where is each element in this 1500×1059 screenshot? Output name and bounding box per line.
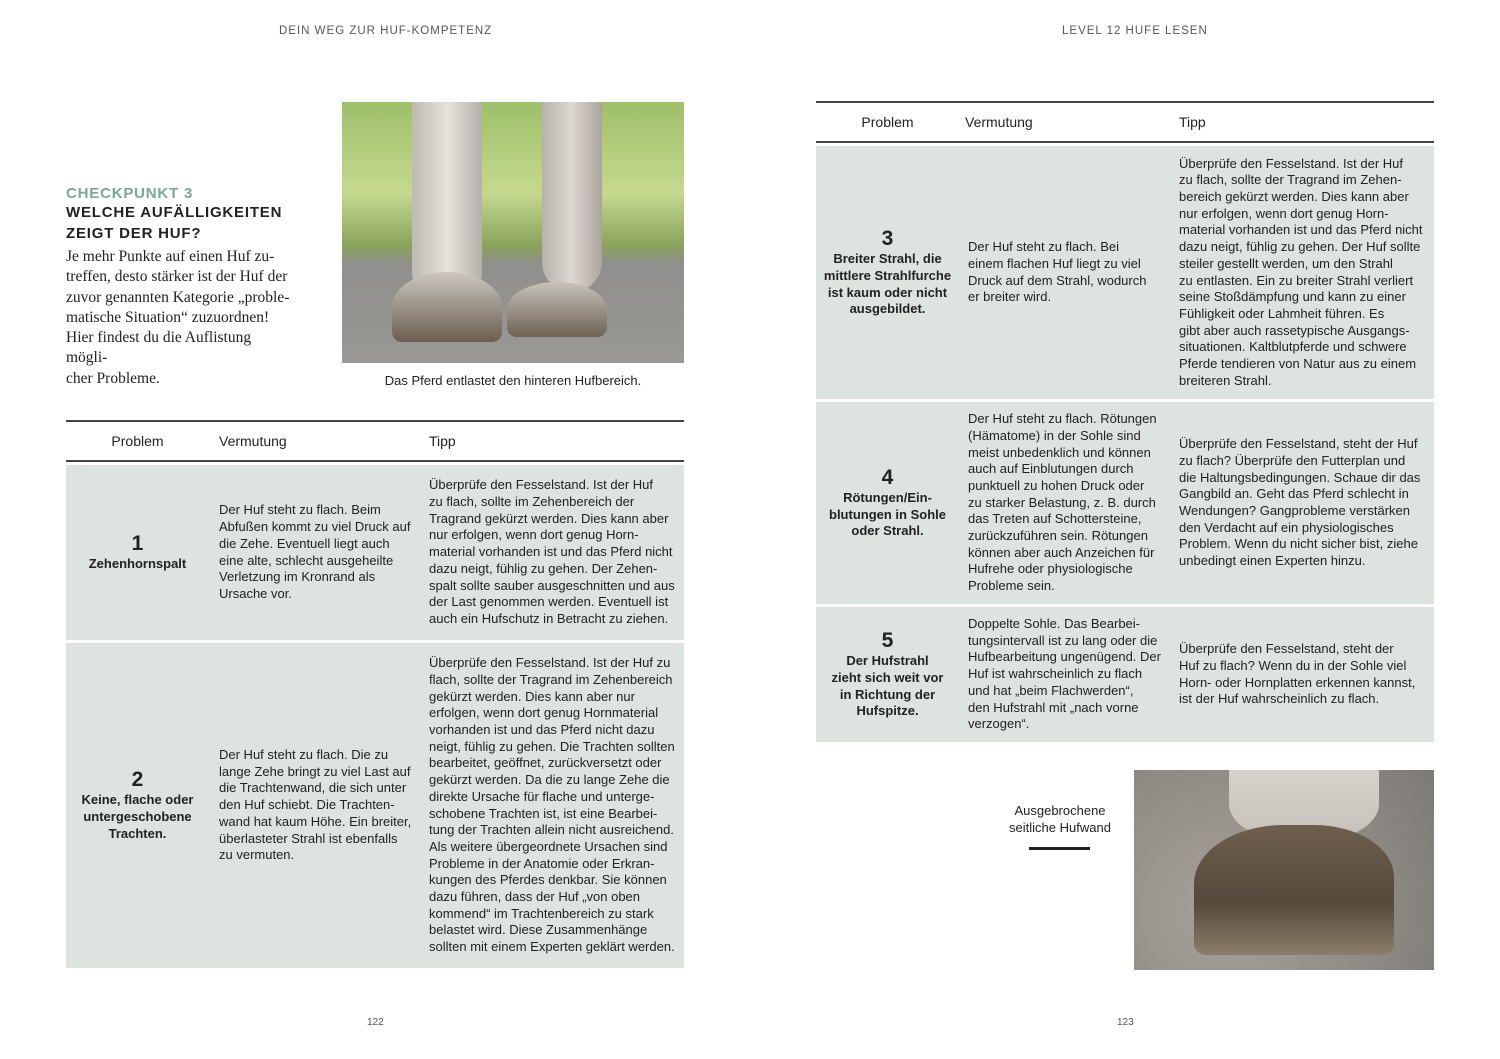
header-problem: Problem (111, 433, 164, 449)
intro-text: Je mehr Punkte auf einen Huf zu- treffen, desto stärker ist der Huf der zuvor genannten Kategorie „proble- matische Situation“ zuzuordnen! Hier findest du die Auflistung mögli- cher Probleme. (66, 248, 290, 387)
row-problem: Der Hufstrahl zieht sich weit vor in Richtung der Hufspitze. (831, 653, 944, 719)
page-number-left: 122 (367, 1017, 384, 1028)
horse-legs-photo (342, 102, 684, 363)
row-vermutung: Der Huf steht zu flach. Bei einem flachen Huf liegt zu viel Druck auf dem Strahl, wodurch er breiter wird. (968, 239, 1147, 305)
running-head-left: DEIN WEG ZUR HUF-KOMPETENZ (279, 25, 493, 37)
row-vermutung: Der Huf steht zu flach. Beim Abfußen kommt zu viel Druck auf die Zehe. Eventuell liegt auch eine alte, schlecht ausgeheilte Verletzung im Kronrand als Ursache vor. (219, 502, 411, 601)
photo-caption-left: Das Pferd entlastet den hinteren Hufbereich. (384, 373, 642, 388)
table-row (816, 146, 1434, 399)
broken-hoof-wall-photo (1134, 770, 1434, 970)
row-problem: Zehenhornspalt (88, 556, 187, 572)
table-row (816, 402, 1434, 604)
table-header (816, 101, 1434, 143)
running-head-right: LEVEL 12 HUFE LESEN (1062, 25, 1208, 37)
problem-table-left (66, 420, 684, 968)
row-vermutung: Der Huf steht zu flach. Die zu lange Zehe bringt zu viel Last auf die Trachtenwand, die sich unter den Huf schiebt. Die Trachten- wand hat kaum Höhe. Ein breiter, überlasteter Strahl ist ebenfalls zu vermuten. (219, 747, 412, 863)
table-row (66, 465, 684, 640)
checkpoint-intro (66, 185, 296, 389)
row-vermutung: Der Huf steht zu flach. Rötungen (Hämatome) in der Sohle sind meist unbedenklich und können auch auf Einblutungen durch punktuell zu hohen Druck oder zu starker Belastung, z. B. durch das Treten auf Schottersteine, zurückzuführen sein. Rötungen können aber auch Anzeichen für Hufrehe oder physiologische Probleme sein. (968, 411, 1157, 594)
page-number-right: 123 (1117, 1017, 1134, 1028)
header-tipp: Tipp (1179, 114, 1206, 130)
row-problem: Keine, flache oder untergeschobene Trachten. (81, 792, 194, 841)
row-number: 1 (131, 532, 144, 556)
table-row (66, 643, 684, 968)
header-vermutung: Vermutung (965, 114, 1033, 130)
header-problem: Problem (861, 114, 914, 130)
row-number: 2 (131, 768, 144, 792)
row-number: 4 (881, 465, 894, 489)
photo-caption-right: Ausgebrochene seitliche Hufwand (1009, 803, 1111, 835)
table-row (816, 607, 1434, 742)
section-heading: WELCHE AUFÄLLIGKEITEN ZEIGT DER HUF? (66, 204, 283, 242)
checkpoint-label: CHECKPUNKT 3 (66, 185, 194, 202)
caption-rule (1029, 847, 1090, 850)
row-tipp: Überprüfe den Fesselstand. Ist der Huf zu flach, sollte der Tragrand im Zehenbereich gekürzt werden. Dies kann aber nur erfolgen, wenn dort genug Hornmaterial vorhanden ist und das Pferd nicht dazu neigt, fühlig zu gehen. Die Trachten sollten bearbeitet, geöffnet, zurückversetzt oder gekürzt werden. Da die zu lange Zehe die direkte Ursache für flache und unterge- schobene Trachten ist, ist eine Bearbei- tung der Trachten allein nicht ausreichend. Als weitere übergeordnete Ursachen sind Probleme in der Anatomie oder Erkran- kungen des Pferdes denkbar. Sie können dazu führen, dass der Huf „von oben kommend“ im Trachtenbereich zu stark belastet wird. Diese Zusammenhänge sollten mit einem Experten geklärt werden. (429, 655, 675, 955)
row-tipp: Überprüfe den Fesselstand. Ist der Huf zu flach, sollte der Tragrand im Zehen- bereich gekürzt werden. Dies kann aber nur erfolgen, wenn dort genug Horn- material vorhanden ist und das Pferd nicht dazu neigt, fühlig zu gehen. Der Huf sollte steiler gestellt werden, um den Strahl zu entlasten. Ein zu breiter Strahl verliert seine Stoßdämpfung und kann zu einer Fühligkeit oder Lahmheit führen. Es gibt aber auch rassetypische Ausgangs- situationen. Kaltblutpferde und schwere Pferde tendieren von Natur aus zu einem breiteren Strahl. (1179, 155, 1423, 388)
table-header (66, 420, 684, 462)
row-vermutung: Doppelte Sohle. Das Bearbei- tungsintervall ist zu lang oder die Hufbearbeitung ungenügend. Der Huf ist wahrscheinlich zu flach und hat „beim Flachwerden“, den Hufstrahl mit „nach vorne verzogen“. (968, 616, 1161, 732)
row-problem: Rötungen/Ein- blutungen in Sohle oder Strahl. (829, 489, 946, 539)
row-tipp: Überprüfe den Fesselstand. Ist der Huf zu flach, sollte im Zehenbereich der Tragrand gekürzt werden. Dies kann aber nur erfolgen, wenn dort genug Horn- material vorhanden ist und das Pferd nicht dazu neigt, fühlig zu gehen. Der Zehen- spalt sollte sauber ausgeschnitten und aus der Last genommen werden. Eventuell ist auch ein Hufschutz in Betracht zu ziehen. (429, 477, 675, 626)
row-tipp: Überprüfe den Fesselstand, steht der Huf zu flach? Überprüfe den Futterplan und die Haltungsbedingungen. Schaue dir das Gangbild an. Geht das Pferd schlecht in Wendungen? Gangprobleme verstärken den Verdacht auf ein physiologisches Problem. Wenn du nicht sicher bist, ziehe unbedingt einen Experten hinzu. (1179, 436, 1421, 569)
row-number: 3 (881, 227, 894, 251)
header-vermutung: Vermutung (219, 433, 287, 449)
header-tipp: Tipp (429, 433, 456, 449)
row-problem: Breiter Strahl, die mittlere Strahlfurche ist kaum oder nicht ausgebildet. (823, 251, 952, 317)
row-tipp: Überprüfe den Fesselstand, steht der Huf zu flach? Wenn du in der Sohle viel Horn- oder Hornplatten erkennen kannst, ist der Huf wahrscheinlich zu flach. (1179, 641, 1416, 707)
problem-table-right (816, 101, 1434, 742)
row-number: 5 (881, 629, 894, 653)
